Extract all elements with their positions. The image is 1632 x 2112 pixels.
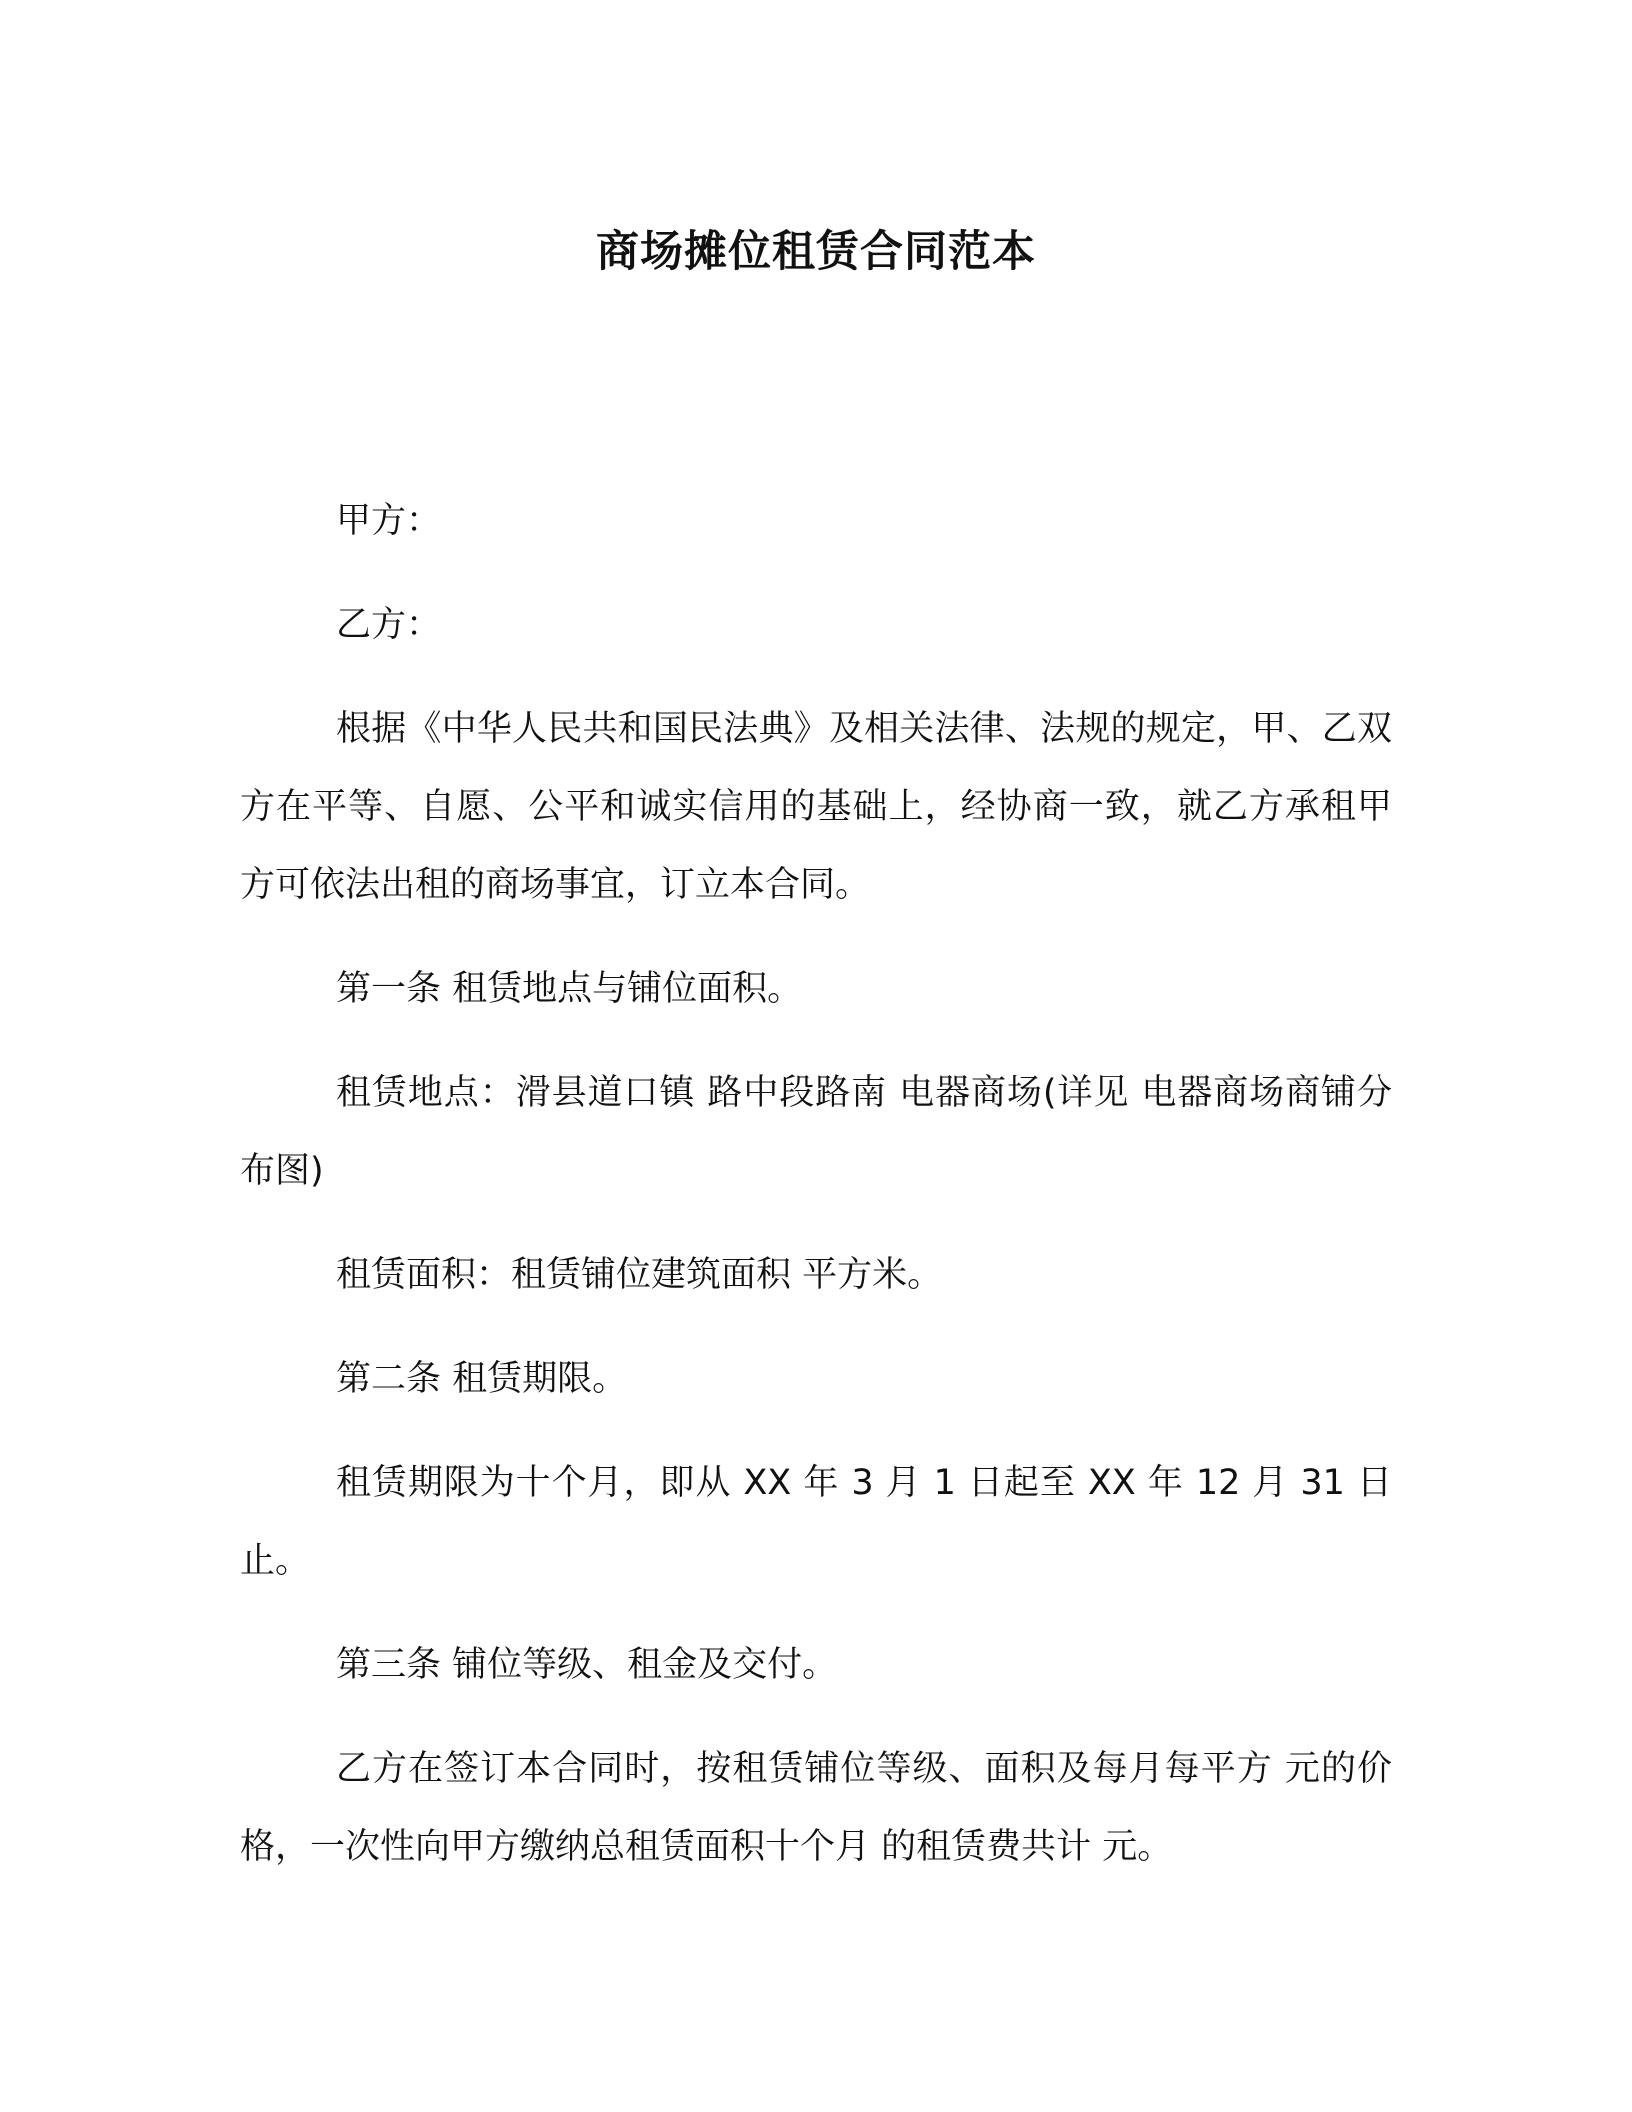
party-b-line: 乙方： <box>336 605 442 645</box>
article-2-term: 租赁期限为十个月，即从 XX 年 3 月 1 日起至 XX 年 12 月 31 日止。 <box>240 1463 1392 1581</box>
party-a-line: 甲方： <box>336 501 442 541</box>
article-1-location: 租赁地点：滑县道口镇 路中段路南 电器商场(详见 电器商场商铺分布图) <box>240 1073 1392 1191</box>
article-3-heading: 第三条 铺位等级、租金及交付。 <box>336 1645 838 1685</box>
article-3-payment: 乙方在签订本合同时，按租赁铺位等级、面积及每月每平方 元的价格，一次性向甲方缴纳总租赁面积十个月 的租赁费共计 元。 <box>240 1749 1392 1867</box>
article-1-heading: 第一条 租赁地点与铺位面积。 <box>336 969 803 1009</box>
document-title: 商场摊位租赁合同范本 <box>596 227 1036 277</box>
article-2-heading: 第二条 租赁期限。 <box>336 1359 628 1399</box>
document-body <box>240 482 1392 1912</box>
article-1-area: 租赁面积：租赁铺位建筑面积 平方米。 <box>336 1255 943 1295</box>
preamble-paragraph: 根据《中华人民共和国民法典》及相关法律、法规的规定，甲、乙双方在平等、自愿、公平和诚实信用的基础上，经协商一致，就乙方承租甲方可依法出租的商场事宜，订立本合同。 <box>240 709 1392 905</box>
